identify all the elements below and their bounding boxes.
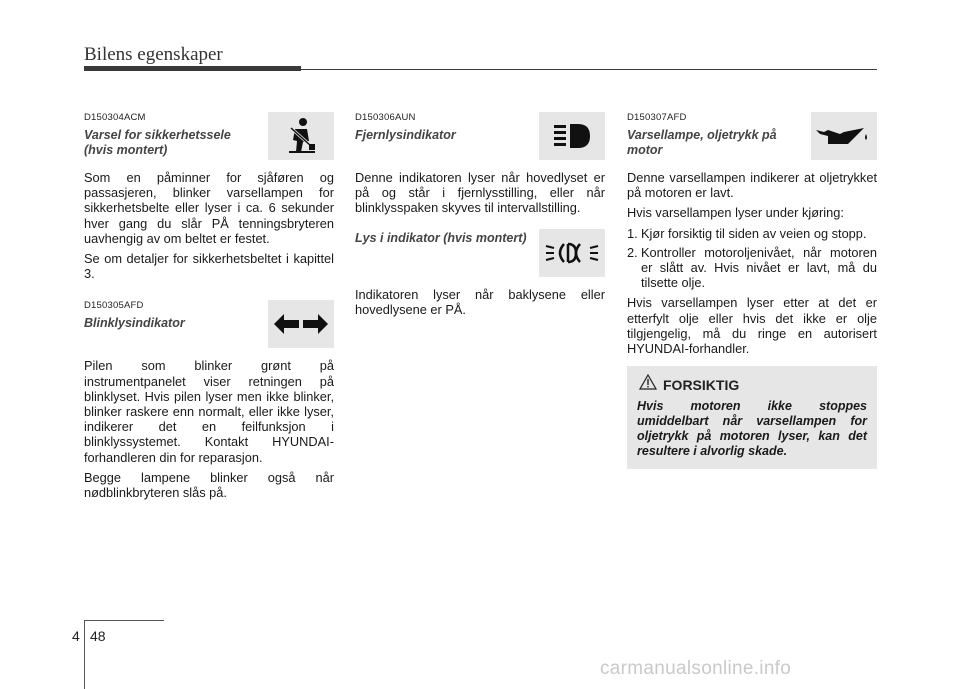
warning-triangle-icon xyxy=(639,374,657,395)
column-1 xyxy=(84,112,334,505)
watermark: carmanualsonline.info xyxy=(600,658,792,679)
header-rule xyxy=(84,66,301,71)
section-parking-light xyxy=(355,229,605,317)
column-3 xyxy=(627,112,877,469)
caution-box xyxy=(627,366,877,469)
section-oil-pressure xyxy=(627,112,877,356)
list-item: 1. Kjør forsiktig til siden av veien og stopp. xyxy=(627,225,867,241)
header-title: Bilens egenskaper xyxy=(84,44,223,65)
paragraph: Indikatoren lyser når baklysene eller hovedlysene er PÅ. xyxy=(355,286,605,317)
paragraph: Hvis varsellampen lyser under kjøring: xyxy=(627,205,844,221)
section-title: Blinklysindikator xyxy=(84,316,185,331)
section-code: D150304ACM xyxy=(84,112,146,123)
section-title: Lys i indikator (hvis montert) xyxy=(355,230,527,245)
paragraph: Pilen som blinker grønt på instrumentpanelet viser retningen på blinklyset. Hvis pilen lyser men ikke blinker, blinker raskere enn normalt, eller ikke lyser, indikerer det en feilfunksjon i blinklyssystemet. Kontakt HYUNDAI-forhandleren din for reparasjon. xyxy=(84,358,334,465)
page-number: 48 xyxy=(90,628,106,644)
section-title: Varsellampe, oljetrykk på motor xyxy=(627,128,777,157)
high-beam-icon xyxy=(539,112,605,160)
section-turn-signal xyxy=(84,300,334,500)
paragraph: Denne indikatoren lyser når hovedlyset er på og står i fjernlysstilling, eller når blinklysspaken skyves til intervallstilling. xyxy=(355,170,605,216)
header-rule-thin xyxy=(301,69,877,70)
paragraph: Begge lampene blinker også når nødblinkbryteren slås på. xyxy=(84,469,334,501)
paragraph: Hvis varsellampen lyser etter at det er etterfylt olje eller hvis det ikke er olje tilgjengelig, må du ringe en autorisert HYUNDAI-forhandler. xyxy=(627,295,877,357)
paragraph: Denne varsellampen indikerer at oljetrykket på motoren er lavt. xyxy=(627,170,877,201)
chapter-number: 4 xyxy=(72,628,80,644)
section-code: D150305AFD xyxy=(84,300,144,312)
page-divider-h xyxy=(84,620,164,621)
caution-text: Hvis motoren ikke stoppes umiddelbart når varsellampen for oljetrykk på motoren lyser, kan det resultere i alvorlig skade. xyxy=(637,399,867,459)
turn-signal-arrows-icon xyxy=(268,300,334,348)
steps-list xyxy=(627,226,877,291)
section-title: Fjernlysindikator xyxy=(355,128,456,142)
list-item: 2. Kontroller motoroljenivået, når motoren er slått av. Hvis nivået er lavt, må du tilsette olje. xyxy=(627,244,877,291)
column-2 xyxy=(355,112,605,322)
oil-pressure-icon xyxy=(811,112,877,160)
section-title: Varsel for sikkerhetssele (hvis montert) xyxy=(84,128,231,157)
parking-light-icon xyxy=(539,229,605,277)
seatbelt-warning-icon xyxy=(268,112,334,160)
section-seatbelt xyxy=(84,112,334,281)
paragraph: Som en påminner for sjåføren og passasjeren, blinker varsellampen for sikkerhetsbelte eller lyser i ca. 6 sekunder hver gang du slår PÅ tenningsbryteren uavhengig av om beltet er festet. xyxy=(84,170,334,246)
caution-title: FORSIKTIG xyxy=(663,376,740,393)
section-code: D150307AFD xyxy=(627,112,687,123)
section-code: D150306AUN xyxy=(355,112,416,123)
paragraph: Se om detaljer for sikkerhetsbeltet i kapittel 3. xyxy=(84,251,334,282)
page-divider xyxy=(84,620,85,689)
section-high-beam xyxy=(355,112,605,216)
